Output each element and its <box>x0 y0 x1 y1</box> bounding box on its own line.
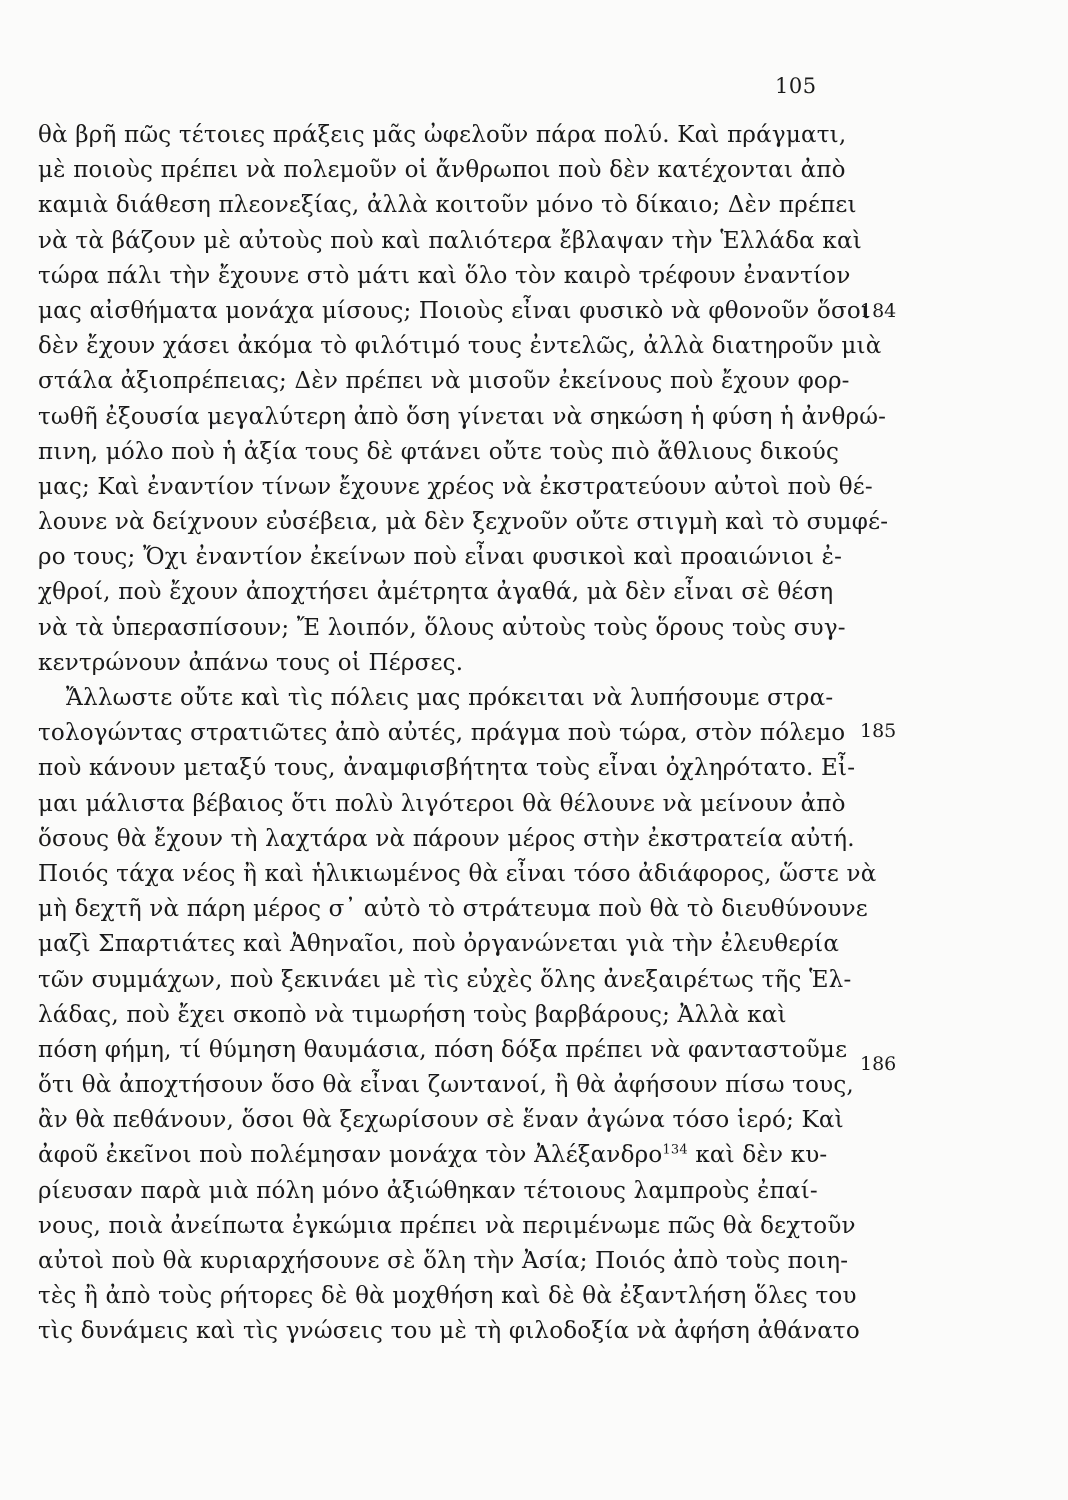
text-line: πινη, μόλο ποὺ ἡ ἀξία τους δὲ φτάνει οὔτε τοὺς πιὸ ἄθλιους δικούς <box>38 438 840 465</box>
text-line: νὰ τὰ ὑπερασπίσουν; Ἔ λοιπόν, ὅλους αὐτοὺς τοὺς ὅρους τοὺς συγ- <box>38 614 846 641</box>
text-line: Ἄλλωστε οὔτε καὶ τὶς πόλεις μας πρόκειται νὰ λυπήσουμε στρα- <box>66 685 834 711</box>
text-line-start: ἀφοῦ ἐκεῖνοι ποὺ πολέμησαν μονάχα τὸν Ἀλέξανδρο <box>38 1142 663 1169</box>
text-line: χθροί, ποὺ ἔχουν ἀποχτήσει ἀμέτρητα ἀγαθά, μὰ δὲν εἶναι σὲ θέση <box>38 579 834 606</box>
text-line: τὶς δυνάμεις καὶ τὶς γνώσεις του μὲ τὴ φιλοδοξία νὰ ἀφήση ἀθάνατο <box>38 1318 860 1345</box>
text-line: ρίευσαν παρὰ μιὰ πόλη μόνο ἀξιώθηκαν τέτοιους λαμπροὺς ἐπαί- <box>38 1177 818 1204</box>
text-line: ρο τους; Ὄχι ἐναντίον ἐκείνων ποὺ εἶναι φυσικοὶ καὶ προαιώνιοι ἐ- <box>38 544 843 571</box>
text-line: λάδας, ποὺ ἔχει σκοπὸ νὰ τιμωρήση τοὺς βαρβάρους; Ἀλλὰ καὶ <box>38 1001 787 1028</box>
text-line: λουνε νὰ δείχνουν εὐσέβεια, μὰ δὲν ξεχνοῦν οὔτε στιγμὴ καὶ τὸ συμφέ- <box>38 509 889 536</box>
text-line: αὐτοὶ ποὺ θὰ κυριαρχήσουνε σὲ ὅλη τὴν Ἀσία; Ποιός ἀπὸ τοὺς ποιη- <box>38 1248 849 1274</box>
text-line: μὲ ποιοὺς πρέπει νὰ πολεμοῦν οἱ ἄνθρωποι ποὺ δὲν κατέχονται ἀπὸ <box>38 157 846 184</box>
text-line: ποὺ κάνουν μεταξύ τους, ἀναμφισβήτητα τοὺς εἶναι ὀχληρότατο. Εἶ- <box>38 755 856 782</box>
margin-section-number: 185 <box>860 720 897 742</box>
text-line: δὲν ἔχουν χάσει ἀκόμα τὸ φιλότιμό τους ἐντελῶς, ἀλλὰ διατηροῦν μιὰ <box>38 333 882 360</box>
text-line: πόση φήμη, τί θύμηση θαυμάσια, πόση δόξα πρέπει νὰ φανταστοῦμε <box>38 1036 848 1063</box>
text-line: ἂν θὰ πεθάνουν, ὅσοι θὰ ξεχωρίσουν σὲ ἕναν ἀγώνα τόσο ἱερό; Καὶ <box>38 1107 844 1134</box>
text-line: μας αἰσθήματα μονάχα μίσους; Ποιοὺς εἶναι φυσικὸ νὰ φθονοῦν ὅσοι <box>38 297 871 324</box>
text-line: ὅτι θὰ ἀποχτήσουν ὅσο θὰ εἶναι ζωντανοί, ἢ θὰ ἀφήσουν πίσω τους, <box>38 1072 854 1099</box>
footnote-reference[interactable]: 134 <box>662 1142 688 1158</box>
text-line: κεντρώνουν ἀπάνω τους οἱ Πέρσες. <box>38 649 464 676</box>
text-line-end: καὶ δὲν κυ- <box>687 1142 828 1169</box>
margin-section-number: 186 <box>860 1053 897 1075</box>
text-line: ὅσους θὰ ἔχουν τὴ λαχτάρα νὰ πάρουν μέρος στὴν ἐκστρατεία αὐτή. <box>38 825 855 852</box>
text-line: Ποιός τάχα νέος ἢ καὶ ἡλικιωμένος θὰ εἶναι τόσο ἀδιάφορος, ὥστε νὰ <box>38 860 877 887</box>
text-line: νους, ποιὰ ἀνείπωτα ἐγκώμια πρέπει νὰ περιμένωμε πῶς θὰ δεχτοῦν <box>38 1212 856 1239</box>
text-line: καμιὰ διάθεση πλεονεξίας, ἀλλὰ κοιτοῦν μόνο τὸ δίκαιο; Δὲν πρέπει <box>38 192 857 219</box>
page-number: 105 <box>775 74 817 98</box>
text-line: μὴ δεχτῆ νὰ πάρη μέρος σ᾽ αὐτὸ τὸ στράτευμα ποὺ θὰ τὸ διευθύνουνε <box>38 896 868 923</box>
text-line: μας; Καὶ ἐναντίον τίνων ἔχουνε χρέος νὰ ἐκστρατεύουν αὐτοὶ ποὺ θέ- <box>38 473 873 500</box>
margin-section-number: 184 <box>860 300 897 322</box>
text-line: τολογώντας στρατιῶτες ἀπὸ αὐτές, πράγμα ποὺ τώρα, στὸν πόλεμο <box>38 720 846 747</box>
text-line: στάλα ἀξιοπρέπειας; Δὲν πρέπει νὰ μισοῦν ἐκείνους ποὺ ἔχουν φορ- <box>38 368 850 395</box>
text-line: μαι μάλιστα βέβαιος ὅτι πολὺ λιγότεροι θὰ θέλουνε νὰ μείνουν ἀπὸ <box>38 790 846 817</box>
text-line-with-footnote <box>38 1138 846 1173</box>
text-line: νὰ τὰ βάζουν μὲ αὐτοὺς ποὺ καὶ παλιότερα ἔβλαψαν τὴν Ἑλλάδα καὶ <box>38 227 862 254</box>
text-line: τώρα πάλι τὴν ἔχουνε στὸ μάτι καὶ ὅλο τὸν καιρὸ τρέφουν ἐναντίον <box>38 262 851 289</box>
text-line: τῶν συμμάχων, ποὺ ξεκινάει μὲ τὶς εὐχὲς ὅλης ἀνεξαιρέτως τῆς Ἑλ- <box>38 966 852 993</box>
text-line: τωθῆ ἐξουσία μεγαλύτερη ἀπὸ ὅση γίνεται νὰ σηκώση ἡ φύση ἡ ἀνθρώ- <box>38 403 887 430</box>
text-line: θὰ βρῆ πῶς τέτοιες πράξεις μᾶς ὠφελοῦν πάρα πολύ. Καὶ πράγματι, <box>38 122 847 148</box>
text-line: μαζὶ Σπαρτιάτες καὶ Ἀθηναῖοι, ποὺ ὀργανώνεται γιὰ τὴν ἐλευθερία <box>38 931 840 958</box>
text-line: τὲς ἢ ἀπὸ τοὺς ρήτορες δὲ θὰ μοχθήση καὶ δὲ θὰ ἐξαντλήση ὅλες του <box>38 1283 857 1310</box>
